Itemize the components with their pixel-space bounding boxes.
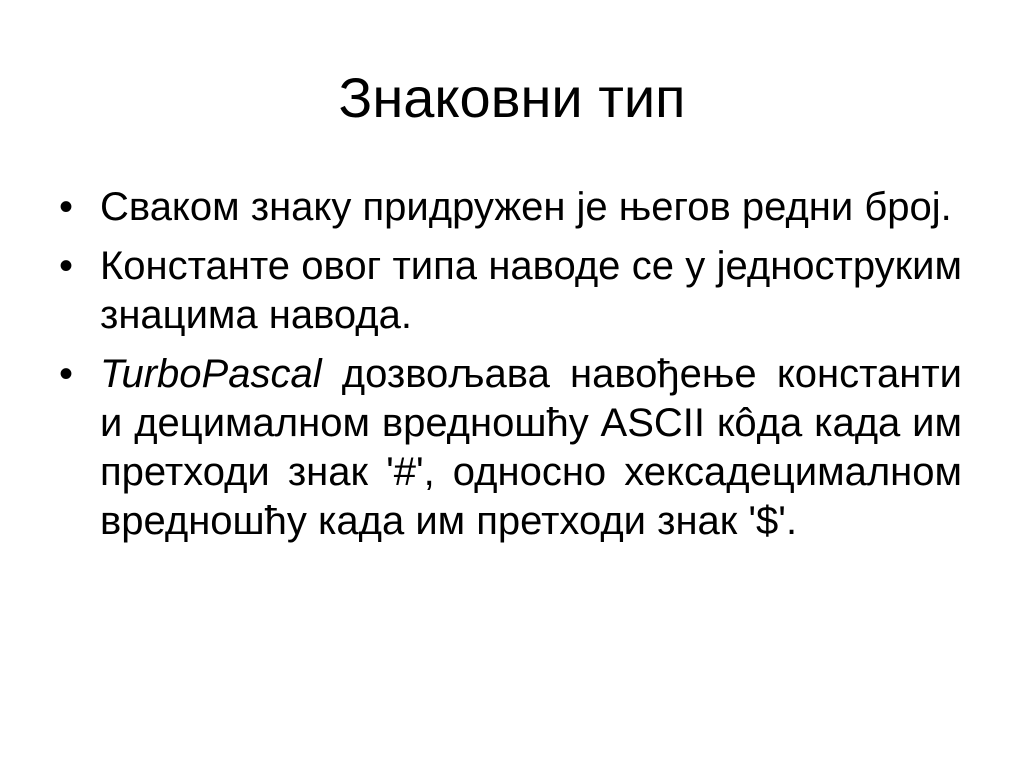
bullet-text-body: дозвољава навођење константи и децималном вредношћу ASCII кôда када им претходи знак '#', односно хексадецималном вредношћу када им претходи знак '$'. — [100, 352, 962, 543]
bullet-item — [0, 350, 962, 546]
bullet-item — [0, 183, 962, 232]
bullet-text — [100, 350, 962, 546]
bullet-italic-term: TurboPascal — [100, 352, 322, 396]
bullet-icon: • — [59, 352, 74, 396]
bullet-icon: • — [59, 185, 74, 229]
bullet-text — [100, 242, 962, 340]
bullet-text-body: Константе овог типа наводе се у једноструким знацима навода. — [100, 244, 962, 337]
bullet-icon: • — [59, 244, 74, 288]
bullet-list — [0, 183, 1024, 556]
bullet-text — [100, 183, 962, 232]
bullet-text-body: Сваком знаку придружен је његов редни број. — [100, 185, 952, 229]
slide-title: Знаковни тип — [338, 66, 686, 129]
bullet-item — [0, 242, 962, 340]
